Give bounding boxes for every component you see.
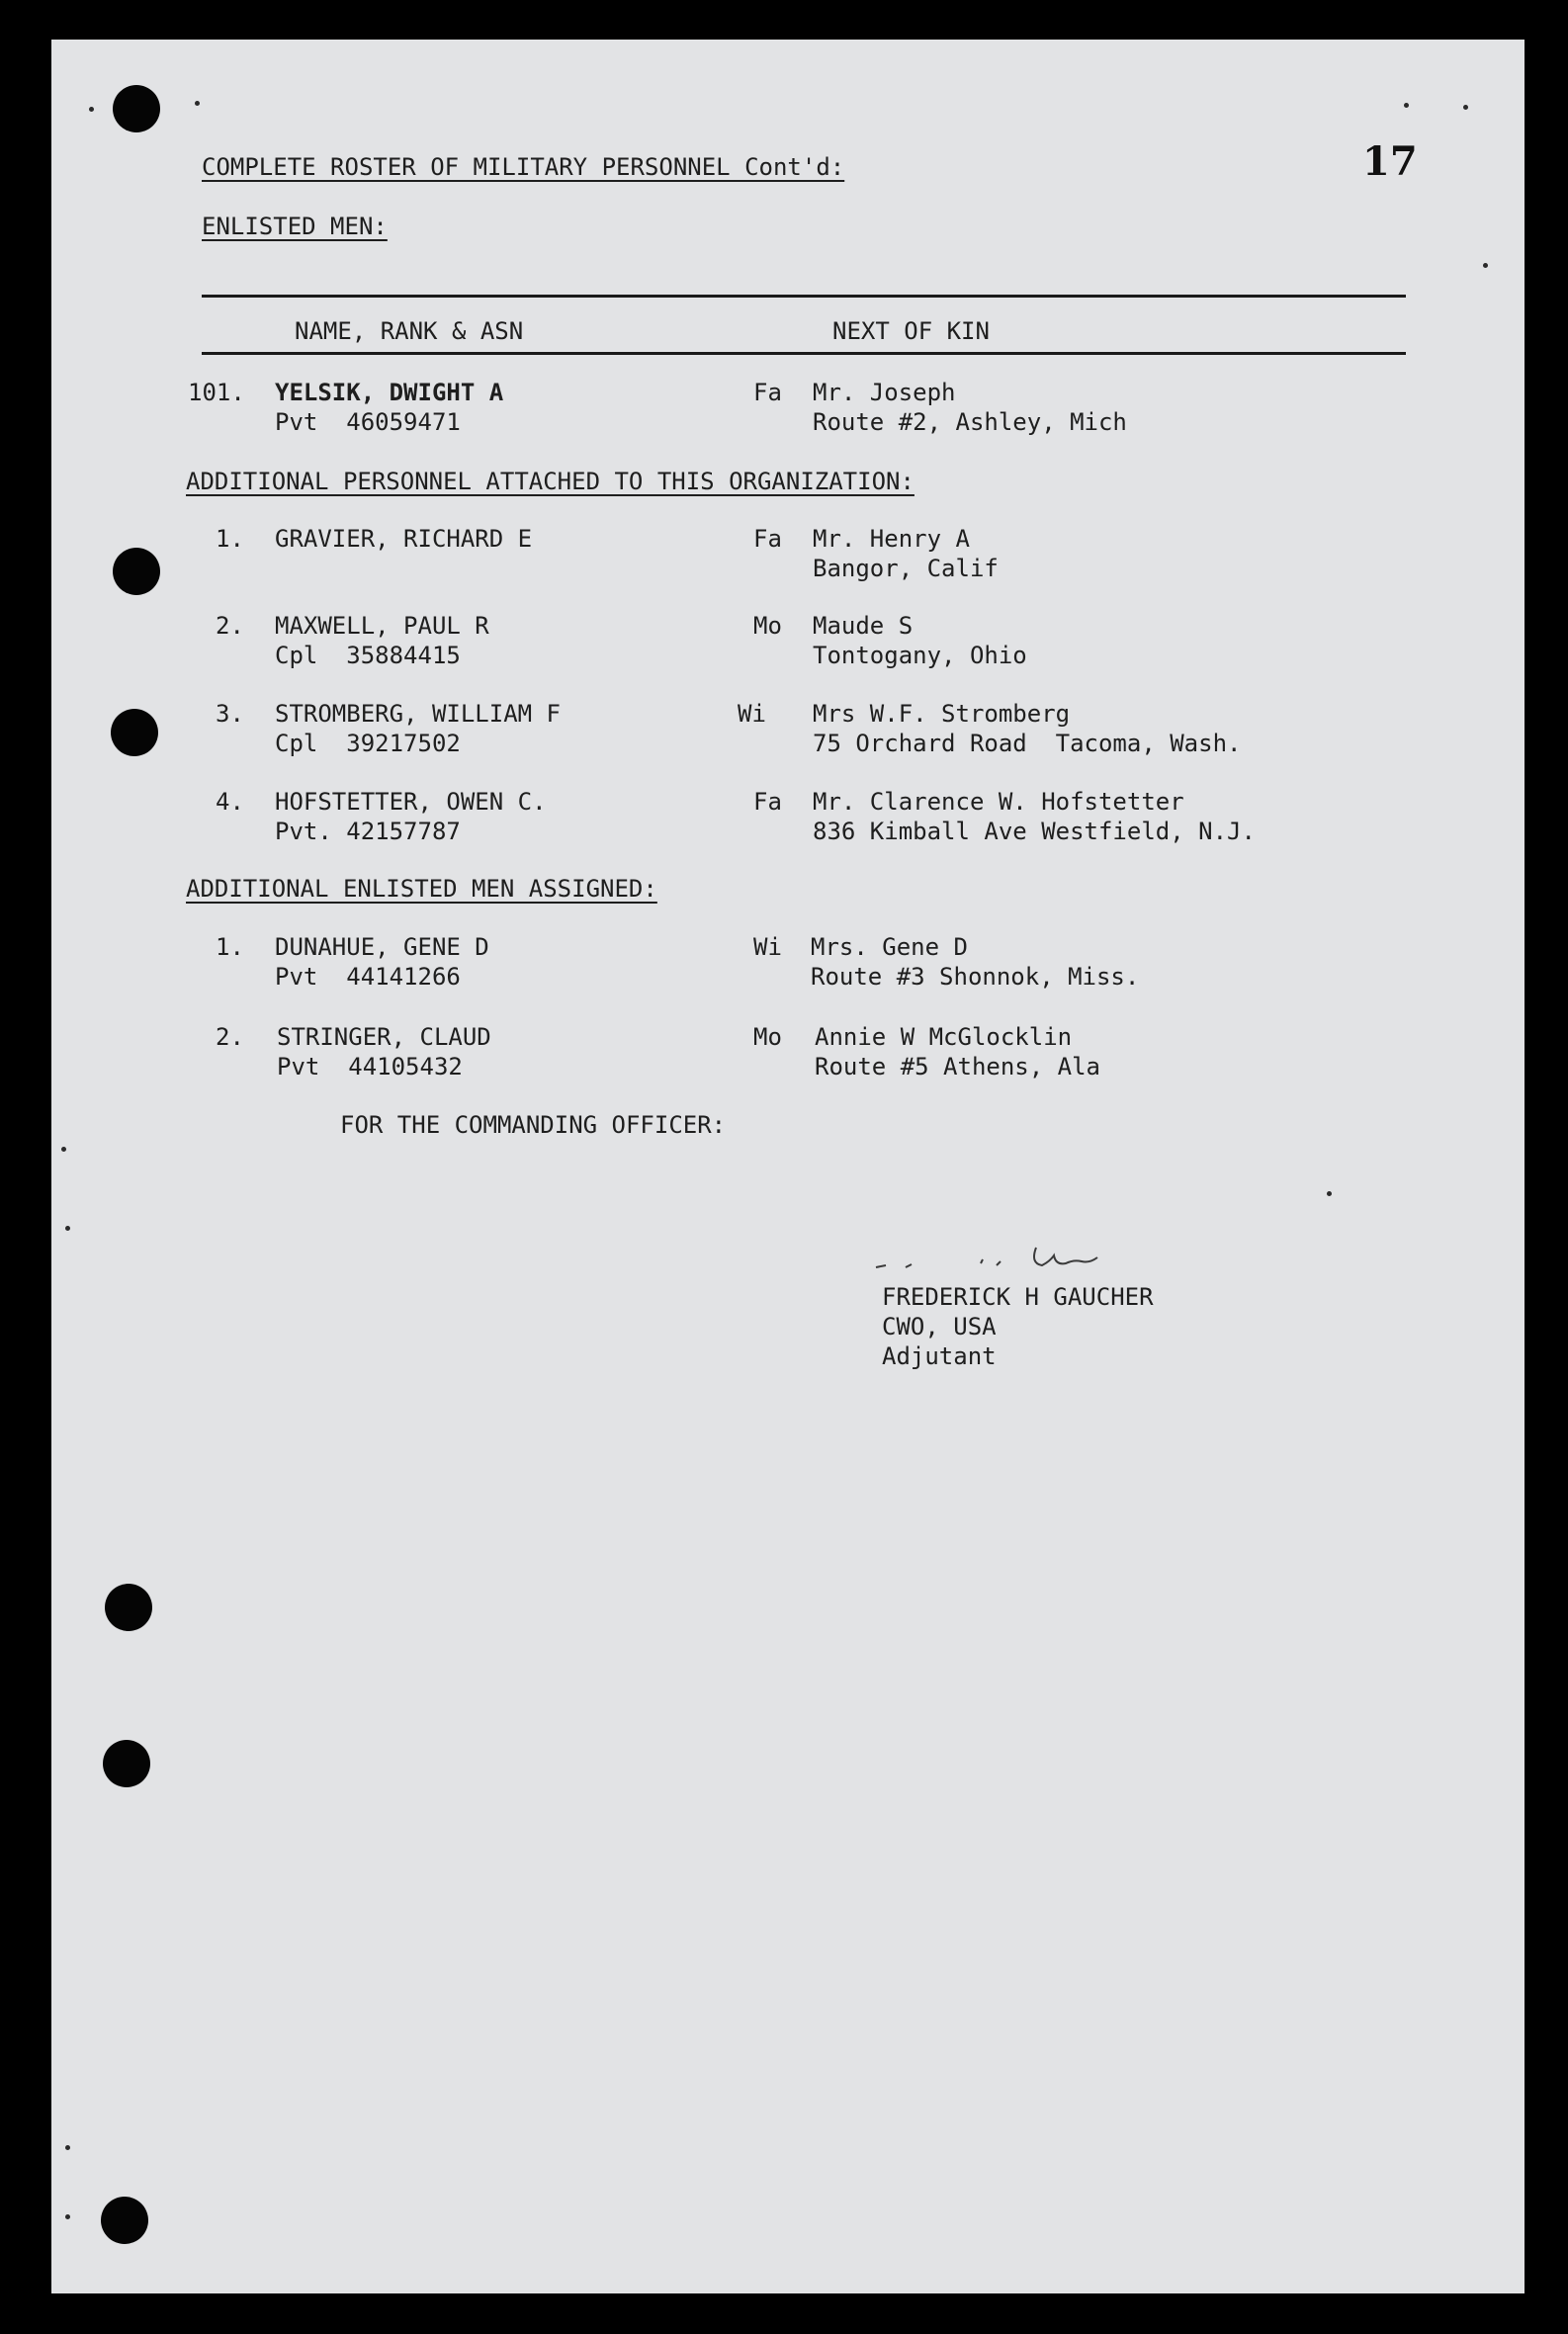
entry-rank-asn: Pvt 44105432 <box>277 1053 463 1081</box>
column-header-kin: NEXT OF KIN <box>832 317 990 345</box>
document-title: COMPLETE ROSTER OF MILITARY PERSONNEL Cont'd: <box>202 153 845 181</box>
speck <box>1327 1191 1332 1196</box>
entry-number: 4. <box>216 788 244 816</box>
kin-relation: Fa <box>753 525 782 553</box>
kin-name: Maude S <box>813 612 914 640</box>
signatory-rank: CWO, USA <box>882 1313 997 1340</box>
section-heading-assigned: ADDITIONAL ENLISTED MEN ASSIGNED: <box>186 875 657 903</box>
entry-name: STROMBERG, WILLIAM F <box>275 700 561 728</box>
speck <box>195 101 200 106</box>
kin-address: Route #5 Athens, Ala <box>815 1053 1100 1081</box>
entry-rank-asn: Pvt. 42157787 <box>275 818 461 845</box>
header-rule-bottom <box>202 352 1406 355</box>
kin-relation: Fa <box>753 379 782 406</box>
entry-number: 3. <box>216 700 244 728</box>
entry-rank-asn: Pvt 46059471 <box>275 408 461 436</box>
punch-hole <box>113 85 160 132</box>
closing-line: FOR THE COMMANDING OFFICER: <box>340 1111 727 1139</box>
kin-address: Bangor, Calif <box>813 555 999 582</box>
entry-name: GRAVIER, RICHARD E <box>275 525 533 553</box>
speck <box>65 1226 70 1231</box>
kin-name: Mrs. Gene D <box>811 933 968 961</box>
punch-hole <box>111 709 158 756</box>
entry-rank-asn: Cpl 35884415 <box>275 642 461 669</box>
column-header-name: NAME, RANK & ASN <box>295 317 524 345</box>
entry-name: YELSIK, DWIGHT A <box>275 379 504 406</box>
kin-relation: Mo <box>753 612 782 640</box>
speck <box>1404 103 1409 108</box>
entry-number: 1. <box>216 933 244 961</box>
speck <box>61 1147 66 1152</box>
kin-address: Route #3 Shonnok, Miss. <box>811 963 1140 991</box>
kin-address: 836 Kimball Ave Westfield, N.J. <box>813 818 1256 845</box>
signatory-name: FREDERICK H GAUCHER <box>882 1283 1154 1311</box>
kin-address: Tontogany, Ohio <box>813 642 1027 669</box>
entry-name: DUNAHUE, GENE D <box>275 933 489 961</box>
entry-number: 101. <box>188 379 245 406</box>
kin-address: 75 Orchard Road Tacoma, Wash. <box>813 730 1242 757</box>
header-rule-top <box>202 295 1406 298</box>
kin-address: Route #2, Ashley, Mich <box>813 408 1127 436</box>
kin-relation: Wi <box>738 700 766 728</box>
kin-name: Mr. Clarence W. Hofstetter <box>813 788 1184 816</box>
section-heading-attached: ADDITIONAL PERSONNEL ATTACHED TO THIS ORGANIZATION: <box>186 468 915 495</box>
page-number: 17 <box>1362 138 1418 185</box>
kin-name: Mrs W.F. Stromberg <box>813 700 1071 728</box>
speck <box>65 2214 70 2219</box>
signatory-title: Adjutant <box>882 1342 997 1370</box>
punch-hole <box>105 1584 152 1631</box>
document-page <box>51 40 1524 2293</box>
punch-hole <box>101 2197 148 2244</box>
entry-rank-asn: Cpl 39217502 <box>275 730 461 757</box>
punch-hole <box>103 1740 150 1787</box>
speck <box>1483 263 1488 268</box>
punch-hole <box>113 548 160 595</box>
speck <box>65 2145 70 2150</box>
entry-name: STRINGER, CLAUD <box>277 1023 491 1051</box>
speck <box>1463 105 1468 110</box>
entry-number: 2. <box>216 612 244 640</box>
signature <box>872 1238 1109 1277</box>
entry-number: 2. <box>216 1023 244 1051</box>
kin-relation: Mo <box>753 1023 782 1051</box>
section-subtitle: ENLISTED MEN: <box>202 213 388 240</box>
kin-relation: Wi <box>753 933 782 961</box>
speck <box>89 107 94 112</box>
kin-relation: Fa <box>753 788 782 816</box>
kin-name: Mr. Henry A <box>813 525 970 553</box>
entry-name: MAXWELL, PAUL R <box>275 612 489 640</box>
kin-name: Mr. Joseph <box>813 379 956 406</box>
entry-number: 1. <box>216 525 244 553</box>
entry-name: HOFSTETTER, OWEN C. <box>275 788 547 816</box>
entry-rank-asn: Pvt 44141266 <box>275 963 461 991</box>
kin-name: Annie W McGlocklin <box>815 1023 1073 1051</box>
